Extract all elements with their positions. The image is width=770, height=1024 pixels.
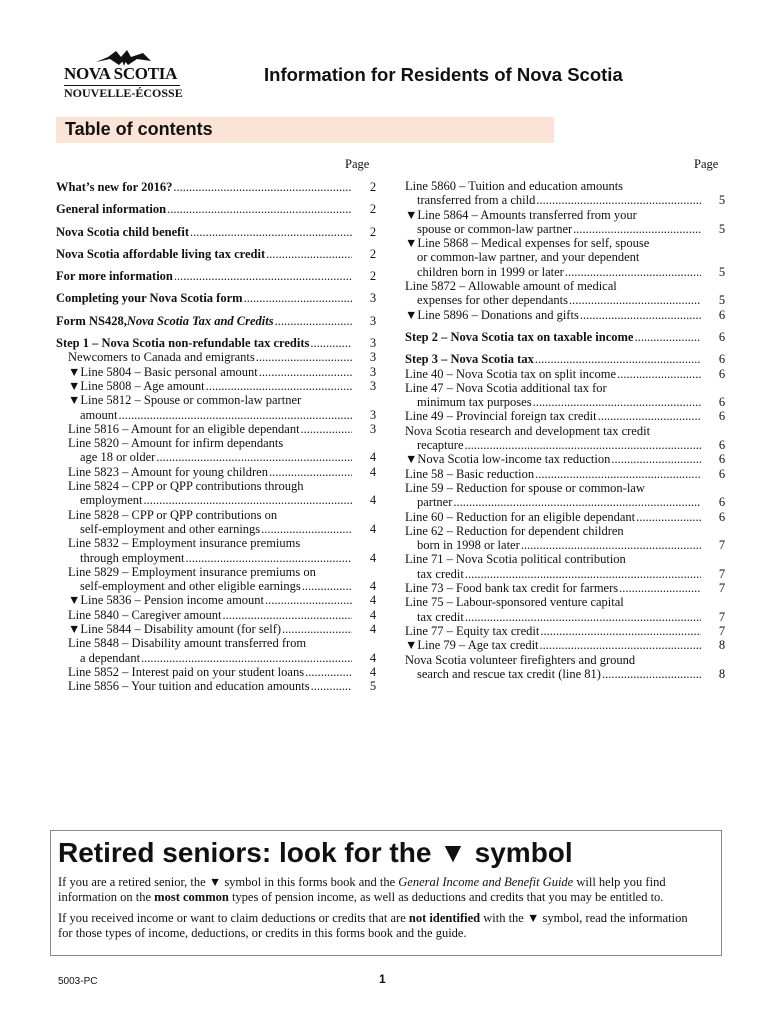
toc-page-number: 6 xyxy=(718,466,726,481)
dot-leader xyxy=(569,293,701,307)
toc-entry-label: ▼Nova Scotia low-income tax reduction xyxy=(405,452,611,467)
toc-entry-line xyxy=(405,208,701,222)
nova-scotia-logo xyxy=(64,48,184,100)
form-code: 5003-PC xyxy=(58,976,98,987)
toc-page-number: 4 xyxy=(369,521,377,536)
toc-entry[interactable] xyxy=(56,269,377,284)
retired-seniors-notice xyxy=(50,830,722,956)
dot-leader xyxy=(540,638,701,652)
toc-page-number: 6 xyxy=(718,366,726,381)
toc-page-number: 5 xyxy=(718,264,726,279)
toc-entry[interactable] xyxy=(56,202,377,217)
dot-leader xyxy=(634,330,701,344)
toc-page-number: 2 xyxy=(369,246,377,261)
toc-entry-label: or common-law partner, and your dependent xyxy=(417,250,640,265)
toc-entry[interactable] xyxy=(56,536,377,565)
dot-leader xyxy=(611,452,701,466)
toc-entry-line xyxy=(405,367,701,381)
toc-entry-label: Line 5829 – Employment insurance premiums on xyxy=(68,564,316,579)
dot-leader xyxy=(222,608,352,622)
toc-entry[interactable] xyxy=(405,480,726,510)
toc-entry[interactable] xyxy=(405,552,726,581)
toc-entry-line xyxy=(56,450,352,464)
toc-page-number: 4 xyxy=(369,607,377,622)
toc-page-number: 3 xyxy=(369,350,377,365)
dot-leader xyxy=(301,422,352,436)
toc-entry-label: Form NS428, xyxy=(56,313,127,328)
toc-entry-label: ▼Line 5812 – Spouse or common-law partner xyxy=(68,393,302,408)
toc-entry-line xyxy=(405,381,701,395)
toc-entry-label: minimum tax purposes xyxy=(417,395,532,410)
toc-entry-label: employment xyxy=(80,493,143,508)
toc-page-number: 6 xyxy=(718,438,726,453)
toc-page-number: 4 xyxy=(369,464,377,479)
toc-entry-label: transferred from a child xyxy=(417,193,536,208)
toc-entry-line xyxy=(405,495,701,509)
toc-entry-label: Nova Scotia child benefit xyxy=(56,224,189,239)
toc-heading: Table of contents xyxy=(65,119,213,139)
retired-seniors-title: Retired seniors: look for the ▼ symbol xyxy=(58,837,573,868)
toc-entry-line xyxy=(56,180,352,194)
dot-leader xyxy=(190,225,352,239)
toc-entry-form-title: Nova Scotia Tax and Credits xyxy=(126,313,274,328)
toc-entry[interactable] xyxy=(405,236,726,279)
toc-entry-line xyxy=(56,493,352,507)
toc-entry[interactable] xyxy=(405,581,726,596)
toc-heading-bar xyxy=(56,117,554,143)
toc-page-number: 3 xyxy=(369,421,377,436)
toc-entry-line xyxy=(56,393,352,407)
toc-entry[interactable] xyxy=(56,313,377,328)
toc-entry-line xyxy=(405,409,701,423)
toc-entry[interactable] xyxy=(405,466,726,481)
toc-entry[interactable] xyxy=(405,623,726,638)
dot-leader xyxy=(167,202,352,216)
toc-entry-line xyxy=(405,438,701,452)
toc-entry-label: Line 5848 – Disability amount transferred from xyxy=(68,636,307,651)
toc-entry[interactable] xyxy=(56,464,377,479)
toc-entry-line xyxy=(56,436,352,450)
toc-entry-line xyxy=(56,665,352,679)
toc-page-number: 8 xyxy=(718,666,726,681)
toc-entry-line xyxy=(405,193,701,207)
toc-page-number: 3 xyxy=(369,407,377,422)
toc-page-number: 5 xyxy=(718,221,726,236)
toc-entry-label: Line 75 – Labour-sponsored venture capital xyxy=(405,595,624,610)
toc-entry-line xyxy=(56,622,352,636)
toc-entry-line xyxy=(56,291,352,305)
toc-entry[interactable] xyxy=(56,622,377,637)
dot-leader xyxy=(535,352,701,366)
dot-leader xyxy=(535,467,701,481)
document-title: Information for Residents of Nova Scotia xyxy=(264,64,623,85)
dot-leader xyxy=(144,493,353,507)
dot-leader xyxy=(156,450,352,464)
toc-page-number: 6 xyxy=(718,509,726,524)
dot-leader xyxy=(636,510,701,524)
p2-emphasis: not identified xyxy=(408,911,481,925)
dot-leader xyxy=(536,193,701,207)
toc-entry-line xyxy=(56,225,352,239)
toc-page-number: 6 xyxy=(718,329,726,344)
toc-page-number: 3 xyxy=(369,291,377,306)
toc-entry-line xyxy=(56,508,352,522)
dot-leader xyxy=(269,465,352,479)
toc-left-column xyxy=(56,180,377,694)
toc-entry-label: Line 5872 – Allowable amount of medical xyxy=(405,279,617,294)
toc-entry-label: Line 5820 – Amount for infirm dependants xyxy=(68,436,284,451)
toc-page-number: 8 xyxy=(718,638,726,653)
toc-entry[interactable] xyxy=(405,352,726,367)
toc-entry-line xyxy=(56,465,352,479)
toc-entry[interactable] xyxy=(405,207,726,237)
dot-leader xyxy=(256,350,352,364)
toc-page-number: 6 xyxy=(718,409,726,424)
dot-leader xyxy=(282,622,352,636)
toc-entry[interactable] xyxy=(405,307,726,322)
toc-entry-line xyxy=(405,250,701,264)
toc-page-number: 6 xyxy=(718,452,726,467)
toc-entry[interactable] xyxy=(405,638,726,653)
toc-entry-line xyxy=(56,314,352,328)
toc-entry-line xyxy=(405,653,701,667)
toc-entry-label: Line 71 – Nova Scotia political contribution xyxy=(405,552,626,567)
toc-entry-label: through employment xyxy=(80,550,185,565)
dot-leader xyxy=(602,667,701,681)
toc-entry[interactable] xyxy=(405,409,726,424)
p1-text-b: will help you find information on the xyxy=(58,875,666,904)
toc-entry-label: Step 3 – Nova Scotia tax xyxy=(405,352,534,367)
toc-entry-label: Line 62 – Reduction for dependent children xyxy=(405,523,624,538)
toc-entry-label: Nova Scotia research and development tax credit xyxy=(405,423,651,438)
toc-entry-label: tax credit xyxy=(417,609,464,624)
toc-entry-line xyxy=(405,179,701,193)
toc-entry-line xyxy=(56,651,352,665)
toc-page-number: 4 xyxy=(369,579,377,594)
toc-entry-label: Line 73 – Food bank tax credit for farmers xyxy=(405,581,619,596)
toc-entry-line xyxy=(405,538,701,552)
toc-entry[interactable] xyxy=(56,479,377,508)
toc-entry-label: Nova Scotia volunteer firefighters and ground xyxy=(405,652,636,667)
toc-entry-line xyxy=(405,595,701,609)
toc-entry-label: amount xyxy=(80,407,118,422)
toc-entry-label: ▼Line 5896 – Donations and gifts xyxy=(405,307,579,322)
guide-title: General Income and Benefit Guide xyxy=(398,875,574,889)
toc-page-number: 6 xyxy=(718,495,726,510)
toc-entry-line xyxy=(405,293,701,307)
dot-leader xyxy=(275,314,352,328)
logo-sub-wordmark: NOUVELLE-ÉCOSSE xyxy=(64,86,183,100)
toc-page-number: 4 xyxy=(369,550,377,565)
toc-entry-label: Line 77 – Equity tax credit xyxy=(405,623,540,638)
dot-leader xyxy=(311,679,352,693)
retired-seniors-paragraph-1 xyxy=(58,875,703,905)
toc-page-number: 2 xyxy=(369,269,377,284)
toc-entry[interactable] xyxy=(56,436,377,465)
toc-entry-label: self-employment and other eligible earnings xyxy=(80,579,301,594)
toc-entry-line xyxy=(405,481,701,495)
toc-entry-label: ▼Line 5844 – Disability amount (for self) xyxy=(68,622,282,637)
toc-entry-line xyxy=(56,202,352,216)
dot-leader xyxy=(141,651,352,665)
toc-page-number: 7 xyxy=(718,581,726,596)
toc-entry-label: born in 1998 or later xyxy=(417,538,520,553)
dot-leader xyxy=(619,581,701,595)
dot-leader xyxy=(265,593,352,607)
toc-entry-label: ▼Line 5836 – Pension income amount xyxy=(68,593,265,608)
toc-page-number: 4 xyxy=(369,493,377,508)
toc-page-number: 4 xyxy=(369,622,377,637)
toc-entry-line xyxy=(56,336,352,350)
toc-entry-line xyxy=(56,522,352,536)
dot-leader xyxy=(533,395,701,409)
toc-entry[interactable] xyxy=(405,423,726,453)
toc-entry[interactable] xyxy=(56,421,377,436)
toc-entry-label: Line 59 – Reduction for spouse or common-law xyxy=(405,480,645,495)
dot-leader xyxy=(186,551,353,565)
toc-page-number: 4 xyxy=(369,650,377,665)
dot-leader xyxy=(302,579,352,593)
toc-page-number: 3 xyxy=(369,336,377,351)
toc-entry-line xyxy=(56,579,352,593)
toc-entry-label: a dependant xyxy=(80,650,141,665)
dot-leader xyxy=(565,265,701,279)
toc-entry[interactable] xyxy=(56,246,377,261)
toc-entry-label: recapture xyxy=(417,438,464,453)
dot-leader xyxy=(119,408,353,422)
toc-entry-label: Nova Scotia affordable living tax credit xyxy=(56,246,266,261)
toc-entry-line xyxy=(405,667,701,681)
toc-entry-label: children born in 1999 or later xyxy=(417,264,564,279)
toc-entry-line xyxy=(405,552,701,566)
toc-entry[interactable] xyxy=(56,291,377,306)
toc-entry[interactable] xyxy=(56,507,377,537)
toc-entry-line xyxy=(56,593,352,607)
dot-leader xyxy=(598,409,701,423)
toc-entry-label: Line 60 – Reduction for an eligible dependant xyxy=(405,509,636,524)
toc-entry-line xyxy=(405,236,701,250)
toc-entry[interactable] xyxy=(56,378,377,393)
toc-entry-label: For more information xyxy=(56,269,173,284)
toc-entry-label: Line 5852 – Interest paid on your student loans xyxy=(68,664,305,679)
toc-entry-line xyxy=(405,510,701,524)
dot-leader xyxy=(174,269,352,283)
p2-text-b: with the ▼ symbol, read the information for those types of income, deductions, or credits in this forms book and the guide. xyxy=(58,911,688,940)
toc-entry[interactable] xyxy=(56,364,377,379)
toc-entry-line xyxy=(405,581,701,595)
toc-entry-line xyxy=(56,565,352,579)
p1-text-a: If you are a retired senior, the ▼ symbol in this forms book and the xyxy=(58,875,399,889)
toc-entry[interactable] xyxy=(405,452,726,467)
toc-entry-label: Step 1 – Nova Scotia non-refundable tax credits xyxy=(56,336,310,351)
toc-entry[interactable] xyxy=(56,350,377,365)
toc-entry-label: Line 40 – Nova Scotia tax on split income xyxy=(405,366,617,381)
toc-entry-label: tax credit xyxy=(417,566,464,581)
toc-page-number: 4 xyxy=(369,593,377,608)
toc-entry-label: spouse or common-law partner xyxy=(417,221,573,236)
toc-entry-line xyxy=(405,308,701,322)
toc-entry[interactable] xyxy=(405,523,726,553)
toc-entry-label: Line 5823 – Amount for young children xyxy=(68,464,268,479)
page-column-header-right: Page xyxy=(694,157,719,171)
toc-entry-line xyxy=(56,536,352,550)
toc-entry-label: Line 47 – Nova Scotia additional tax for xyxy=(405,380,607,395)
dot-leader xyxy=(617,367,701,381)
toc-page-number: 3 xyxy=(369,313,377,328)
toc-entry-label: expenses for other dependants xyxy=(417,293,568,308)
toc-entry-label: ▼Line 5868 – Medical expenses for self, spouse xyxy=(405,236,650,251)
toc-entry[interactable] xyxy=(56,593,377,608)
dot-leader xyxy=(540,624,701,638)
toc-entry-line xyxy=(56,479,352,493)
dot-leader xyxy=(244,291,352,305)
toc-entry-label: Line 5816 – Amount for an eligible dependant xyxy=(68,421,300,436)
toc-entry-label: Line 58 – Basic reduction xyxy=(405,466,535,481)
dot-leader xyxy=(173,180,352,194)
toc-entry-label: self-employment and other earnings xyxy=(80,521,261,536)
dot-leader xyxy=(259,365,352,379)
toc-entry[interactable] xyxy=(56,336,377,351)
toc-entry-label: General information xyxy=(56,202,167,217)
toc-entry-label: Line 5860 – Tuition and education amounts xyxy=(405,179,624,193)
toc-entry[interactable] xyxy=(56,664,377,679)
toc-entry-line xyxy=(405,524,701,538)
toc-entry[interactable] xyxy=(56,564,377,594)
toc-entry-label: ▼Line 5864 – Amounts transferred from your xyxy=(405,207,637,222)
toc-page-number: 5 xyxy=(369,679,377,694)
toc-entry-label: ▼Line 79 – Age tax credit xyxy=(405,638,539,653)
dot-leader xyxy=(465,438,702,452)
toc-entry-label: Newcomers to Canada and emigrants xyxy=(68,350,255,365)
dot-leader xyxy=(206,379,352,393)
toc-entry-line xyxy=(56,636,352,650)
toc-entry-line xyxy=(405,567,701,581)
toc-entry-line xyxy=(405,610,701,624)
toc-entry-line xyxy=(405,638,701,652)
toc-entry[interactable] xyxy=(56,224,377,239)
toc-entry-line xyxy=(56,365,352,379)
toc-page-number: 2 xyxy=(369,224,377,239)
toc-page-number: 5 xyxy=(718,193,726,208)
p1-emphasis: most common xyxy=(154,890,229,904)
toc-right-column xyxy=(405,179,726,681)
toc-entry-line xyxy=(56,679,352,693)
toc-entry-line xyxy=(56,247,352,261)
toc-page-number: 7 xyxy=(718,566,726,581)
dot-leader xyxy=(465,567,701,581)
toc-entry-line xyxy=(56,350,352,364)
dot-leader xyxy=(521,538,701,552)
dot-leader xyxy=(310,336,352,350)
toc-entry-line xyxy=(56,422,352,436)
toc-page-number: 2 xyxy=(369,202,377,217)
toc-entry-label: Line 5840 – Caregiver amount xyxy=(68,607,222,622)
toc-page-number: 4 xyxy=(369,664,377,679)
toc-entry-label: Line 5832 – Employment insurance premiums xyxy=(68,536,301,551)
toc-page-number: 7 xyxy=(718,609,726,624)
toc-entry-line xyxy=(405,452,701,466)
toc-entry-line xyxy=(405,330,701,344)
toc-entry-line xyxy=(405,424,701,438)
toc-entry-line xyxy=(56,269,352,283)
toc-entry-line xyxy=(405,222,701,236)
dot-leader xyxy=(266,247,352,261)
p1-text-c: types of pension income, as well as deductions and credits that you may be entitled to. xyxy=(228,890,664,904)
dot-leader xyxy=(453,495,701,509)
dot-leader xyxy=(261,522,352,536)
dot-leader xyxy=(305,665,352,679)
toc-entry-label: Line 5856 – Your tuition and education amounts xyxy=(68,679,310,694)
page-column-header-left: Page xyxy=(345,157,370,171)
toc-page-number: 4 xyxy=(369,450,377,465)
toc-entry-line xyxy=(405,395,701,409)
toc-entry-label: Line 5828 – CPP or QPP contributions on xyxy=(68,507,278,522)
toc-entry[interactable] xyxy=(56,636,377,665)
toc-entry-line xyxy=(405,352,701,366)
toc-entry-label: search and rescue tax credit (line 81) xyxy=(417,666,601,681)
toc-entry[interactable] xyxy=(56,180,377,194)
toc-entry-label: ▼Line 5808 – Age amount xyxy=(68,378,205,393)
dot-leader xyxy=(573,222,701,236)
toc-entry[interactable] xyxy=(405,509,726,524)
toc-page-number: 3 xyxy=(369,378,377,393)
toc-page-number: 6 xyxy=(718,352,726,367)
toc-entry-label: What’s new for 2016? xyxy=(56,180,173,194)
toc-entry[interactable] xyxy=(405,366,726,381)
toc-entry-line xyxy=(56,408,352,422)
toc-entry-label: Line 5824 – CPP or QPP contributions through xyxy=(68,479,304,494)
logo-wordmark: NOVA SCOTIA xyxy=(64,64,178,83)
toc-entry-label: Step 2 – Nova Scotia tax on taxable income xyxy=(405,329,634,344)
page-number: 1 xyxy=(379,972,386,986)
toc-entry[interactable] xyxy=(405,279,726,308)
toc-entry-label: partner xyxy=(417,495,453,510)
toc-page-number: 7 xyxy=(718,623,726,638)
toc-entry[interactable] xyxy=(405,380,726,410)
toc-entry[interactable] xyxy=(56,679,377,694)
toc-entry-line xyxy=(405,265,701,279)
toc-page-number: 3 xyxy=(369,364,377,379)
dot-leader xyxy=(580,308,701,322)
toc-entry-label: age 18 or older xyxy=(80,450,156,465)
p2-text-a: If you received income or want to claim deductions or credits that are xyxy=(58,911,409,925)
toc-entry-label: Line 49 – Provincial foreign tax credit xyxy=(405,409,597,424)
toc-entry[interactable] xyxy=(405,595,726,624)
toc-page-number: 5 xyxy=(718,293,726,308)
toc-page-number: 2 xyxy=(369,180,377,194)
retired-seniors-paragraph-2 xyxy=(58,911,703,941)
toc-entry-line xyxy=(56,608,352,622)
toc-entry-line xyxy=(56,379,352,393)
toc-entry-line xyxy=(405,467,701,481)
dot-leader xyxy=(465,610,701,624)
toc-entry[interactable] xyxy=(405,179,726,208)
toc-entry[interactable] xyxy=(405,329,726,344)
toc-page-number: 6 xyxy=(718,395,726,410)
toc-entry-label: ▼Line 5804 – Basic personal amount xyxy=(68,364,258,379)
toc-entry-line xyxy=(56,551,352,565)
toc-entry[interactable] xyxy=(56,607,377,622)
toc-page-number: 6 xyxy=(718,307,726,322)
toc-entry[interactable] xyxy=(56,393,377,422)
toc-entry-line xyxy=(405,624,701,638)
toc-entry-label: Completing your Nova Scotia form xyxy=(56,291,243,306)
toc-entry[interactable] xyxy=(405,652,726,682)
toc-page-number: 7 xyxy=(718,538,726,553)
toc-entry-line xyxy=(405,279,701,293)
